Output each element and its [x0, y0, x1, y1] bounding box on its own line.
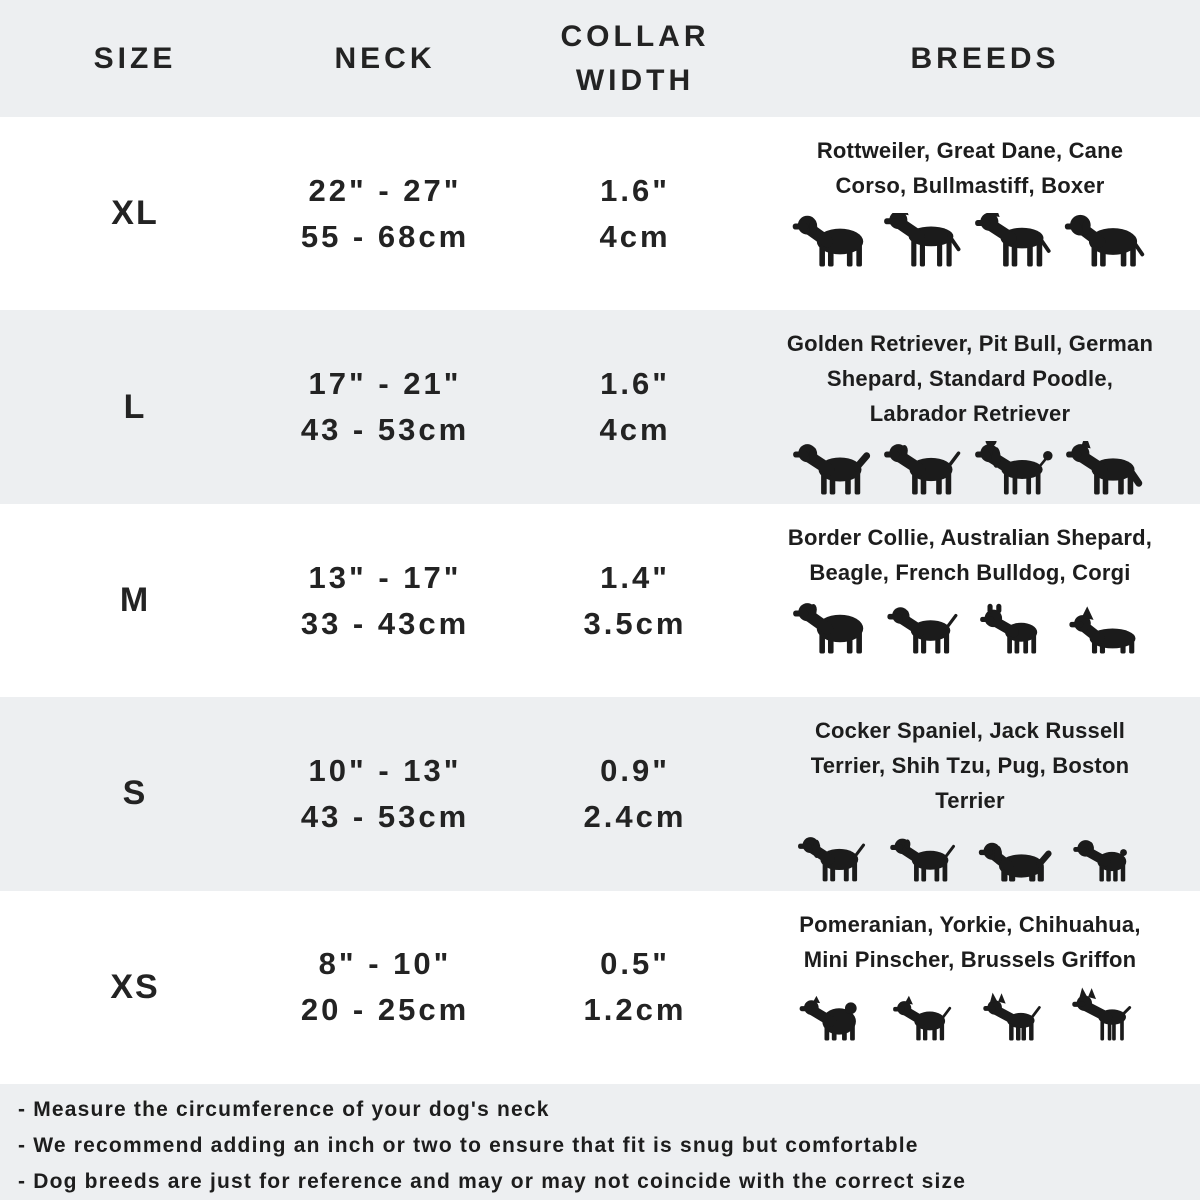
note-breeds-reference: - Dog breeds are just for reference and may or may not coincide with the correct size: [18, 1169, 967, 1193]
french-bulldog-icon: [973, 600, 1059, 657]
breeds-cell: [770, 697, 1200, 890]
size-label: XS: [110, 967, 160, 1006]
collar-width-cm: 4cm: [599, 412, 671, 448]
measuring-notes: [0, 1084, 1200, 1200]
great-dane-icon: [882, 213, 968, 270]
yorkie-icon: [882, 987, 968, 1044]
australian-shepherd-icon: [791, 600, 877, 657]
neck-range-cm: 20 - 25cm: [300, 992, 470, 1028]
column-header-collar-width-label: COLLAR WIDTH: [560, 19, 710, 97]
breed-icons: [791, 206, 1150, 270]
breeds-cell: [770, 504, 1200, 697]
breeds-list: Golden Retriever, Pit Bull, German Shepard, Standard Poodle, Labrador Retriever: [786, 331, 1154, 427]
collar-width-value: [500, 891, 770, 1084]
collar-width-inches: 1.4": [600, 559, 670, 595]
collar-width-inches: 1.6": [600, 172, 670, 208]
neck-range-inches: 10" - 13": [308, 752, 462, 788]
collar-width-cm: 4cm: [599, 218, 671, 254]
neck-range: [270, 891, 500, 1084]
size-label: L: [123, 387, 147, 426]
cocker-spaniel-icon: [791, 828, 877, 885]
neck-range: [270, 504, 500, 697]
collar-width-value: [500, 504, 770, 697]
column-header-breeds-label: BREEDS: [910, 41, 1060, 75]
collar-width-inches: 1.6": [600, 366, 670, 402]
breeds-list: Pomeranian, Yorkie, Chihuahua, Mini Pinscher, Brussels Griffon: [799, 911, 1141, 972]
neck-range-cm: 55 - 68cm: [300, 218, 470, 254]
table-row-s: [0, 697, 1200, 890]
note-add-inch: - We recommend adding an inch or two to ensure that fit is snug but comfortable: [18, 1133, 919, 1157]
size-label: XL: [111, 194, 159, 233]
neck-range-cm: 43 - 53cm: [300, 798, 470, 834]
size-label: S: [122, 774, 148, 813]
breed-icons: [791, 980, 1150, 1044]
collar-width-value: [500, 310, 770, 503]
neck-range-cm: 43 - 53cm: [300, 412, 470, 448]
breeds-cell: [770, 891, 1200, 1084]
pit-bull-icon: [882, 441, 968, 498]
collar-width-value: [500, 117, 770, 310]
column-header-collar-width: [500, 0, 770, 117]
column-header-neck-label: NECK: [334, 41, 436, 75]
breeds-list: Border Collie, Australian Shepard, Beagle, French Bulldog, Corgi: [787, 524, 1153, 585]
note-measure-neck: - Measure the circumference of your dog's neck: [18, 1097, 550, 1121]
breed-icons: [791, 434, 1150, 498]
neck-range-inches: 13" - 17": [308, 559, 462, 595]
breeds-list: Cocker Spaniel, Jack Russell Terrier, Shih Tzu, Pug, Boston Terrier: [810, 718, 1130, 814]
breed-icons: [791, 821, 1150, 885]
pug-icon: [1064, 828, 1150, 885]
neck-range-inches: 8" - 10": [318, 946, 452, 982]
german-shepherd-icon: [1064, 441, 1150, 498]
neck-range: [270, 697, 500, 890]
collar-width-cm: 2.4cm: [583, 798, 687, 834]
jack-russell-icon: [882, 828, 968, 885]
neck-range-inches: 17" - 21": [308, 366, 462, 402]
breeds-cell: [770, 117, 1200, 310]
min-pin-icon: [1064, 987, 1150, 1044]
size-label: M: [119, 581, 151, 619]
collar-width-inches: 0.9": [600, 752, 670, 788]
table-row-xl: [0, 117, 1200, 310]
beagle-icon: [882, 600, 968, 657]
collar-width-value: [500, 697, 770, 890]
column-header-breeds: [770, 0, 1200, 117]
golden-retriever-icon: [791, 441, 877, 498]
column-header-neck: [270, 0, 500, 117]
cane-corso-icon: [973, 213, 1059, 270]
rottweiler-icon: [791, 213, 877, 270]
collar-width-cm: 3.5cm: [583, 605, 687, 641]
chihuahua-icon: [973, 987, 1059, 1044]
bullmastiff-icon: [1064, 213, 1150, 270]
column-header-size: [0, 0, 270, 117]
pomeranian-icon: [791, 987, 877, 1044]
table-row-xs: [0, 891, 1200, 1084]
table-header: [0, 0, 1200, 117]
breeds-cell: [770, 310, 1200, 503]
neck-range-cm: 33 - 43cm: [300, 605, 470, 641]
poodle-icon: [973, 441, 1059, 498]
column-header-size-label: SIZE: [93, 41, 177, 75]
corgi-icon: [1064, 600, 1150, 657]
neck-range: [270, 310, 500, 503]
breed-icons: [791, 593, 1150, 657]
table-row-m: [0, 504, 1200, 697]
breeds-list: Rottweiler, Great Dane, Cane Corso, Bullmastiff, Boxer: [816, 138, 1124, 199]
collar-width-cm: 1.2cm: [583, 992, 687, 1028]
neck-range: [270, 117, 500, 310]
shih-tzu-icon: [973, 828, 1059, 885]
table-row-l: [0, 310, 1200, 503]
collar-width-inches: 0.5": [600, 946, 670, 982]
neck-range-inches: 22" - 27": [308, 172, 462, 208]
